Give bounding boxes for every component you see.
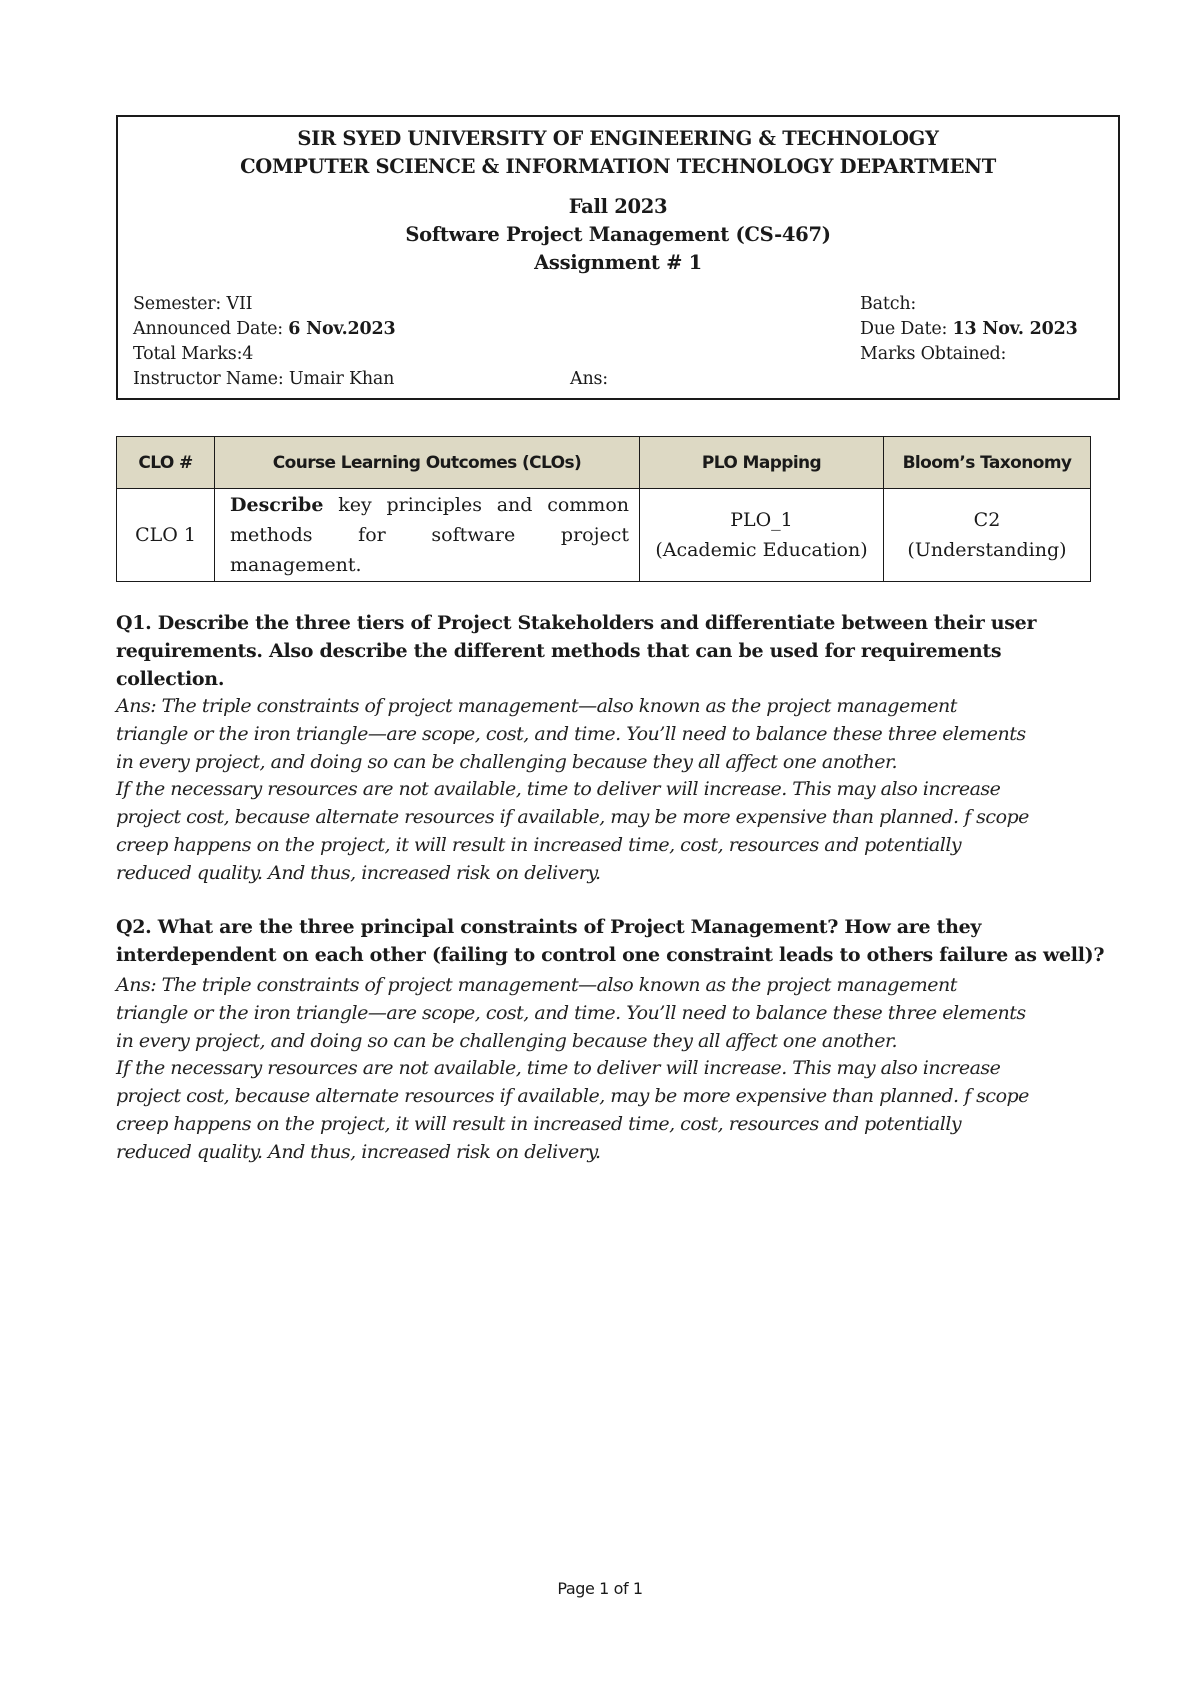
due-date: Due Date: 13 Nov. 2023 <box>860 319 1078 339</box>
plo-mapping: PLO_1 (Academic Education) <box>640 489 884 582</box>
assignment-header-box <box>116 115 1120 400</box>
table-row <box>117 489 1091 582</box>
assignment-title: Assignment # 1 <box>534 251 702 274</box>
page-number: Page 1 of 1 <box>557 1579 643 1598</box>
clo-description: Describe key principles and common methods for software project management. <box>215 489 640 582</box>
total-marks: Total Marks:4 <box>133 344 254 364</box>
header-clo-number: CLO # <box>117 437 215 489</box>
term: Fall 2023 <box>568 195 668 218</box>
header-blooms-taxonomy: Bloom’s Taxonomy <box>884 437 1091 489</box>
semester: Semester: VII <box>133 294 253 314</box>
header-plo-mapping: PLO Mapping <box>640 437 884 489</box>
instructor-name: Instructor Name: Umair Khan <box>133 369 395 389</box>
clo-table <box>116 436 1091 582</box>
university-name: SIR SYED UNIVERSITY OF ENGINEERING & TECHNOLOGY <box>297 127 939 150</box>
department-name: COMPUTER SCIENCE & INFORMATION TECHNOLOGY DEPARTMENT <box>240 155 996 178</box>
header-clos: Course Learning Outcomes (CLOs) <box>215 437 640 489</box>
answer-2: Ans: The triple constraints of project management—also known as the project management triangle or the iron triangle—are scope, cost, and time. You’ll need to balance these three elements in every project, and doing so can be challenging because they all affect one another. If the necessary resources are not available, time to deliver will increase. This may also increase project cost, because alternate resources if available, may be more expensive than planned. f scope creep happens on the project, it will result in increased time, cost, resources and potentially reduced quality. And thus, increased risk on delivery. <box>116 974 1029 1163</box>
course-title: Software Project Management (CS-467) <box>405 223 831 246</box>
clo-table-header-row <box>117 437 1091 489</box>
blooms-level: C2 (Understanding) <box>884 489 1091 582</box>
batch: Batch: <box>860 294 917 314</box>
marks-obtained: Marks Obtained: <box>860 344 1007 364</box>
question-2: Q2. What are the three principal constraints of Project Management? How are they interdependent on each other (failing to control one constraint leads to others failure as well)? <box>116 916 1105 966</box>
answer-1: Ans: The triple constraints of project management—also known as the project management triangle or the iron triangle—are scope, cost, and time. You’ll need to balance these three elements in every project, and doing so can be challenging because they all affect one another. If the necessary resources are not available, time to deliver will increase. This may also increase project cost, because alternate resources if available, may be more expensive than planned. f scope creep happens on the project, it will result in increased time, cost, resources and potentially reduced quality. And thus, increased risk on delivery. <box>116 695 1029 884</box>
clo-number: CLO 1 <box>117 489 215 582</box>
announced-date: Announced Date: 6 Nov.2023 <box>133 319 396 339</box>
question-1: Q1. Describe the three tiers of Project Stakeholders and differentiate between their user requirements. Also describe the different methods that can be used for requirements collection. <box>116 612 1037 690</box>
ans-label: Ans: <box>570 369 608 389</box>
